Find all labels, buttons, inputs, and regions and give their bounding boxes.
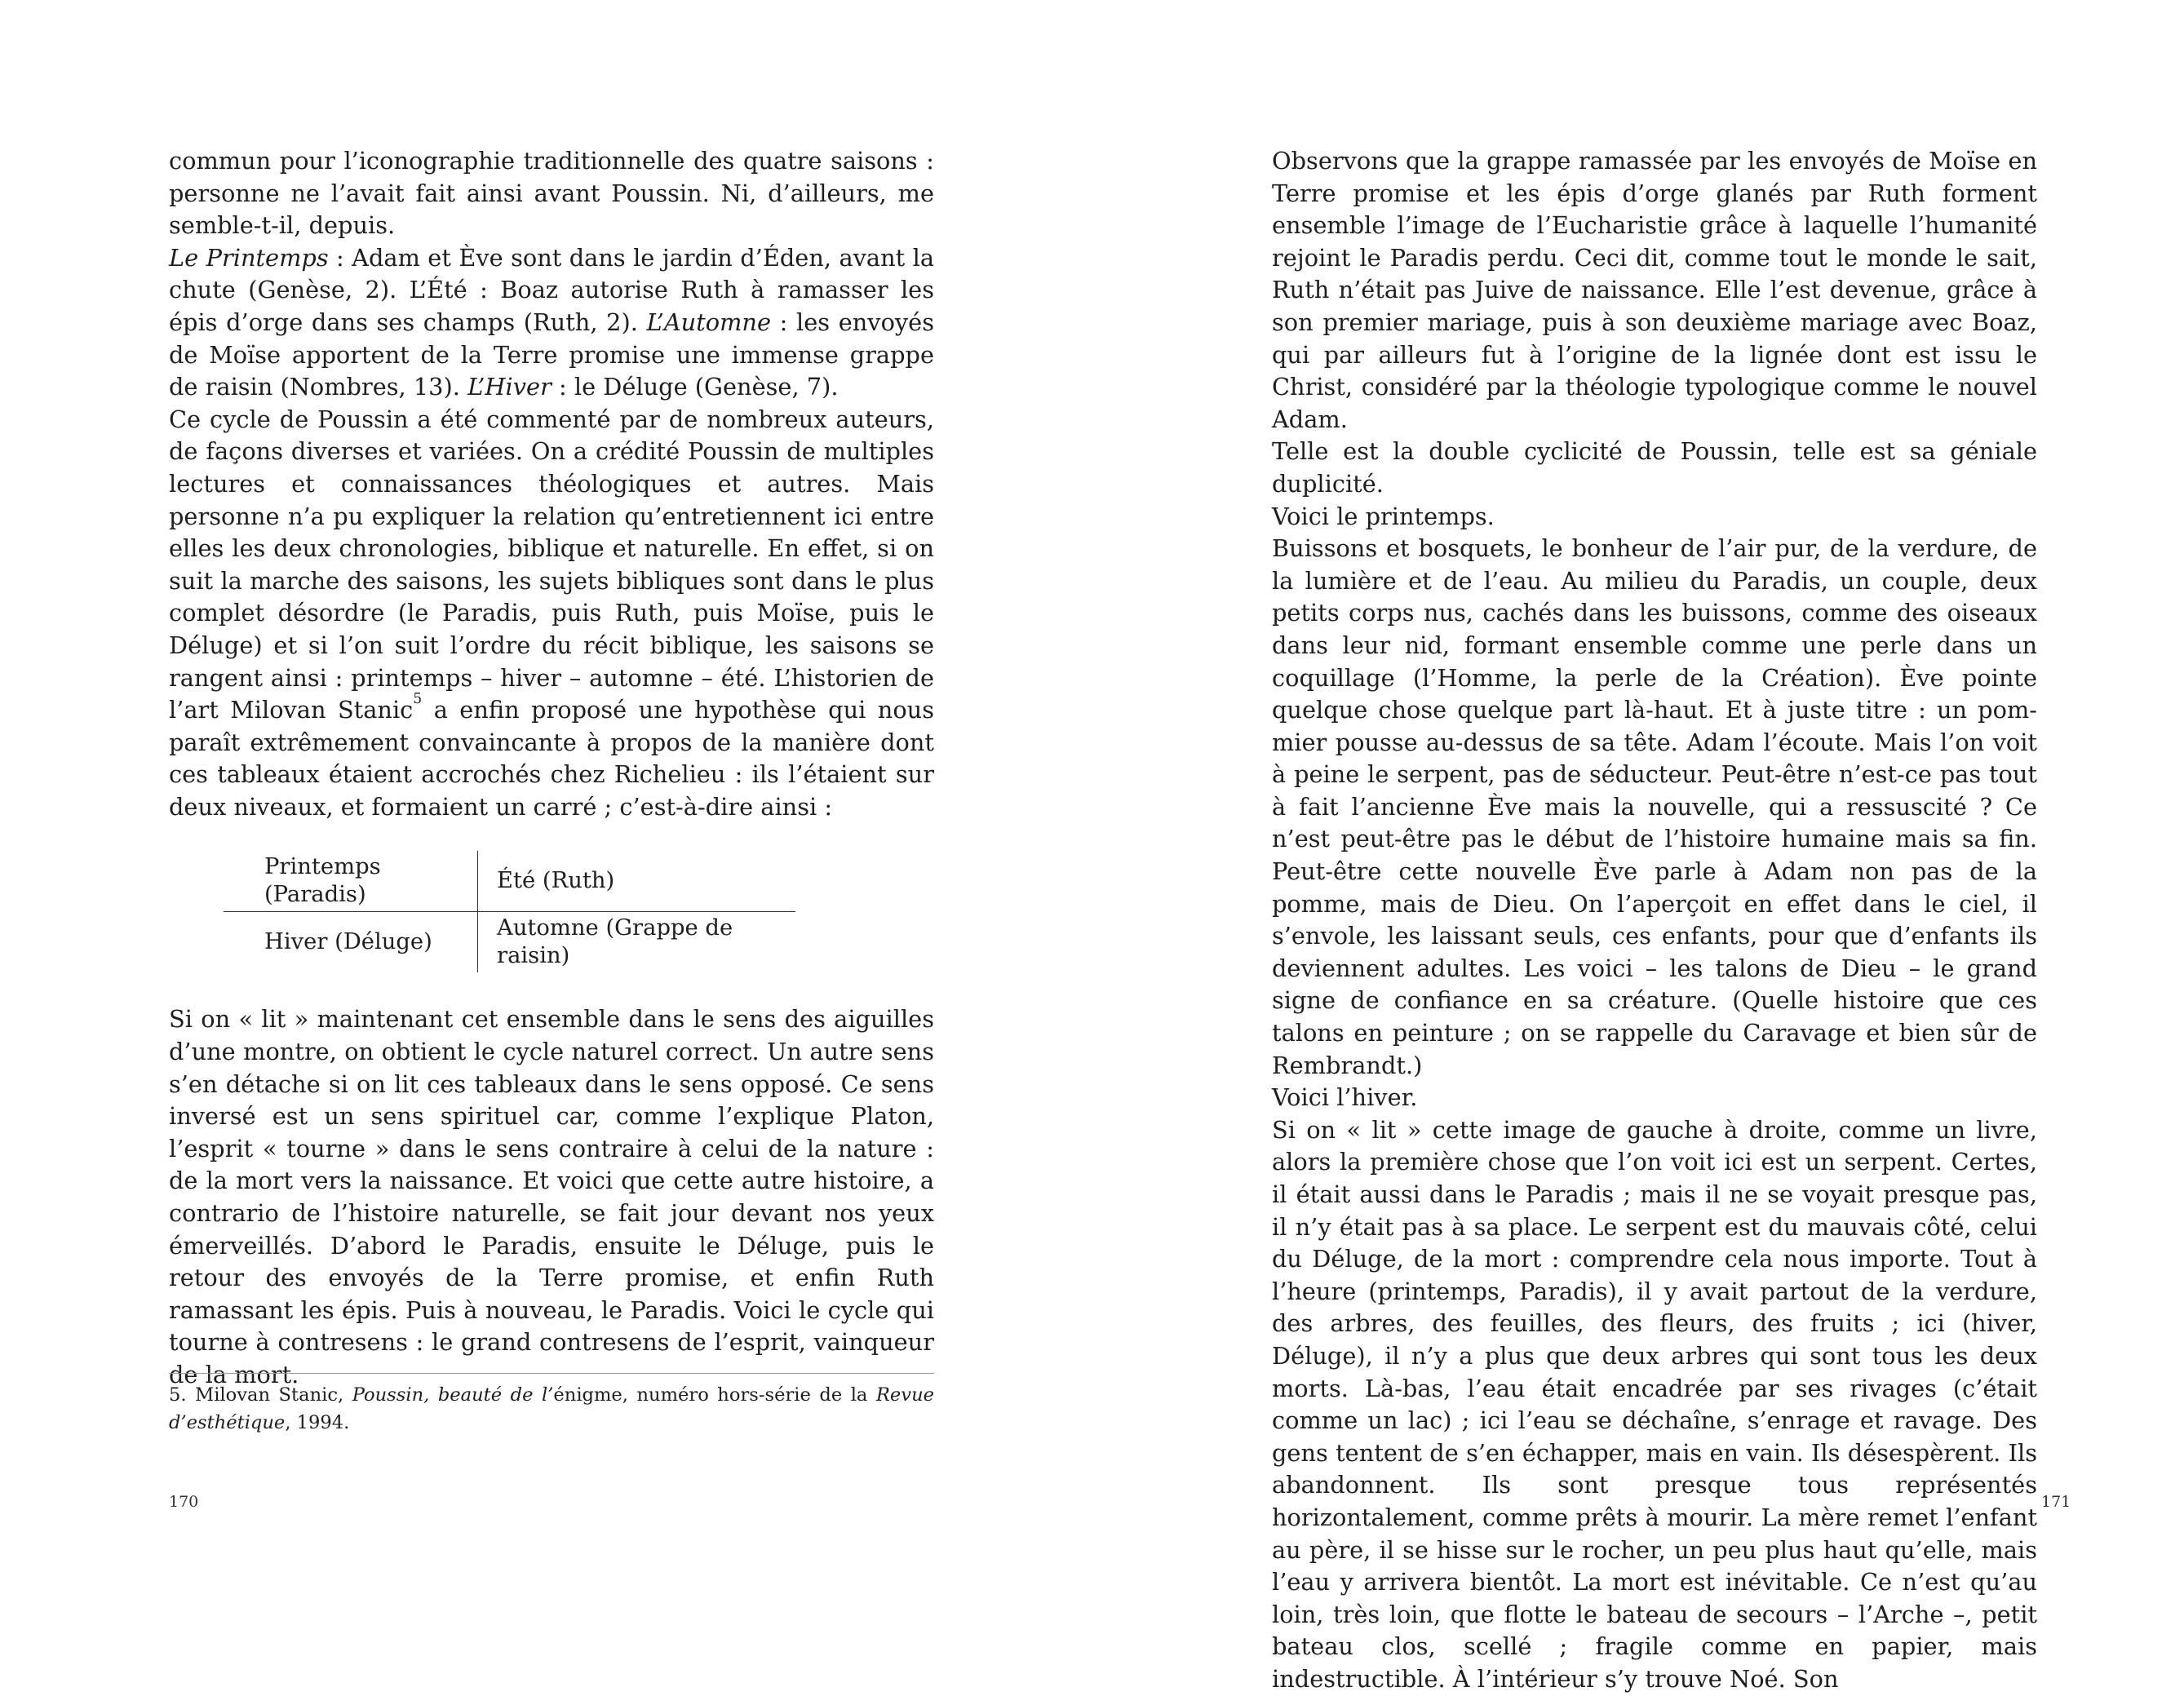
table-cell: Hiver (Déluge) — [224, 912, 478, 973]
italic-title: L’Automne — [646, 308, 772, 336]
paragraph-seasons: Le Printemps : Adam et Ève sont dans le jardin d’Éden, avant la chute (Genèse, 2). L’Été : Boaz autorise Ruth à ramasser les épis d’orge dans ses champs (Ruth, 2). L’Automne : les envoyés de Moïse apportent de la Terre promise une immense grappe de raisin (Nombres, 13). L’Hiver : le Déluge (Genèse, 7). — [169, 243, 934, 401]
paragraph: Voici le printemps. — [1272, 502, 1495, 530]
table-row — [224, 912, 795, 973]
left-page — [0, 0, 1092, 1542]
paragraph: Telle est la double cyclicité de Poussin, telle est sa géniale duplicité. — [1272, 437, 2037, 498]
paragraph: Ce cycle de Poussin a été commenté par de nombreux auteurs, de façons diverses et variées. On a crédité Poussin de multiples lectures et connaissances théologiques et autres. Mais personne n’a pu expliquer la relation qu’entretiennent ici entre elles les deux chronologies, biblique et naturelle. En effet, si on suit la marche des saisons, les sujets bibliques sont dans le plus complet désordre (le Paradis, puis Ruth, puis Moïse, puis le Déluge) et si l’on suit l’ordre du récit biblique, les saisons se rangent ainsi : printemps – hiver – automne – été. L’historien de l’art Milovan Stanic$^5$ a enfin proposé une hypothèse qui nous paraît extrêmement convaincante à propos de la manière dont ces tableaux étaient accrochés chez Richelieu : ils l’étaient sur deux niveaux, et formaient un carré ; c’est-à-dire ainsi : — [169, 405, 934, 821]
paragraph: Si on « lit » maintenant cet ensemble dans le sens des aiguilles d’une montre, on obtient le cycle naturel correct. Un autre sens s’en détache si on lit ces tableaux dans le sens opposé. Ce sens inversé est un sens spirituel car, comme l’explique Platon, l’esprit « tourne » dans le sens contraire à celui de la nature : de la mort vers la naissance. Et voici que cette autre histoire, a contrario de l’histoire naturelle, se fait jour devant nos yeux émerveillés. D’abord le Paradis, ensuite le Déluge, puis le retour des envoyés de la Terre promise, et enfin Ruth ramassant les épis. Puis à nouveau, le Paradis. Voici le cycle qui tourne à contresens : le grand contresens de l’esprit, vainqueur de la mort. — [169, 1005, 934, 1388]
table-cell: Printemps (Paradis) — [224, 851, 478, 912]
table-cell: Automne (Grappe de raisin) — [497, 915, 733, 969]
italic-title: L’Hiver — [467, 373, 552, 401]
paragraph: Observons que la grappe ramassée par les envoyés de Moïse en Terre promise et les épis d’orge glanés par Ruth forment ensemble l’image de l’Eucharistie grâce à laquelle l’humanité rejoint le Paradis perdu. Ceci dit, comme tout le monde le sait, Ruth n’était pas Juive de naissance. Elle l’est devenue, grâce à son premier mariage, puis à son deuxième mariage avec Boaz, qui par ailleurs fut à l’origine de la lignée dont est issu le Christ, considéré par la théologie typologique comme le nouvel Adam. — [1272, 147, 2037, 433]
right-page — [1092, 0, 2184, 1693]
page-number: 171 — [2041, 1493, 2071, 1511]
paragraph: Si on « lit » cette image de gauche à droite, comme un livre, alors la première chose que l’on voit ici est un serpent. Certes, il était aussi dans le Paradis ; mais il ne se voyait presque pas, il n’y était pas à sa place. Le serpent est du mauvais côté, celui du Déluge, de la mort : comprendre cela nous importe. Tout à l’heure (printemps, Paradis), il y avait partout de la verdure, des arbres, des feuilles, des fleurs, des fruits ; ici (hiver, Déluge), il n’y a plus que deux arbres qui sont tous les deux morts. Là-bas, l’eau était encadrée par ses rivages (c’était comme un lac) ; ici l’eau se déchaîne, s’enrage et ravage. Des gens tentent de s’en échapper, mais en vain. Ils désespèrent. Ils abandonnent. Ils sont presque tous représentés horizontalement, comme prêts à mourir. La mère remet l’enfant au père, il se hisse sur le rocher, un peu plus haut qu’elle, mais l’eau y arrivera bientôt. La mort est inévitable. Ce n’est qu’au loin, très loin, que flotte le bateau de secours – l’Arche –, petit bateau clos, scellé ; fragile comme en papier, mais indestructible. À l’intérieur s’y trouve Noé. Son — [1272, 1115, 2037, 1693]
paragraph: commun pour l’iconographie traditionnelle des quatre saisons : personne ne l’avait fait ainsi avant Poussin. Ni, d’ailleurs, me semble-t-il, depuis. — [169, 147, 934, 240]
page-number: 170 — [169, 1493, 199, 1511]
footnote-ref: 5 — [413, 691, 423, 708]
italic-title: Le Printemps — [169, 243, 329, 272]
paragraph: Voici l’hiver. — [1272, 1083, 1418, 1112]
paragraph: Buissons et bosquets, le bonheur de l’air pur, de la verdure, de la lumière et de l’eau. Au milieu du Paradis, un couple, deux petits corps nus, cachés dans les buissons, comme des oiseaux dans leur nid, formant ensemble comme une perle dans un coquillage (l’Homme, la perle de la Création). Ève pointe quelque chose quelque part là-haut. Et à juste titre : un pommier pousse au-dessus de sa tête. Adam l’écoute. Mais l’on voit à peine le serpent, pas de séducteur. Peut-être n’est-ce pas tout à fait l’ancienne Ève mais la nouvelle, qui a ressuscité ? Ce n’est peut-être pas le début de l’histoire humaine mais sa fin. Peut-être cette nouvelle Ève parle à Adam non pas de la pomme, mais de Dieu. On l’aperçoit en effet dans le ciel, il s’envole, les laissant seuls, ces enfants, pour que d’enfants ils deviennent adultes. Les voici – les talons de Dieu – le grand signe de confiance en sa créature. (Quelle histoire que ces talons en peinture ; on se rappelle du Caravage et bien sûr de Rembrandt.) — [1272, 534, 2037, 1079]
left-text-column — [169, 145, 934, 1392]
table-cell: Été (Ruth) — [478, 851, 796, 912]
right-text-column — [1272, 145, 2037, 1696]
footnote: 5. Milovan Stanic, Poussin, beauté de l’énigme, numéro hors-série de la Revue d’esthétique, 1994. — [169, 1384, 934, 1433]
table-row — [224, 851, 795, 912]
footnote-divider — [169, 1373, 934, 1374]
seasons-table — [224, 851, 934, 972]
